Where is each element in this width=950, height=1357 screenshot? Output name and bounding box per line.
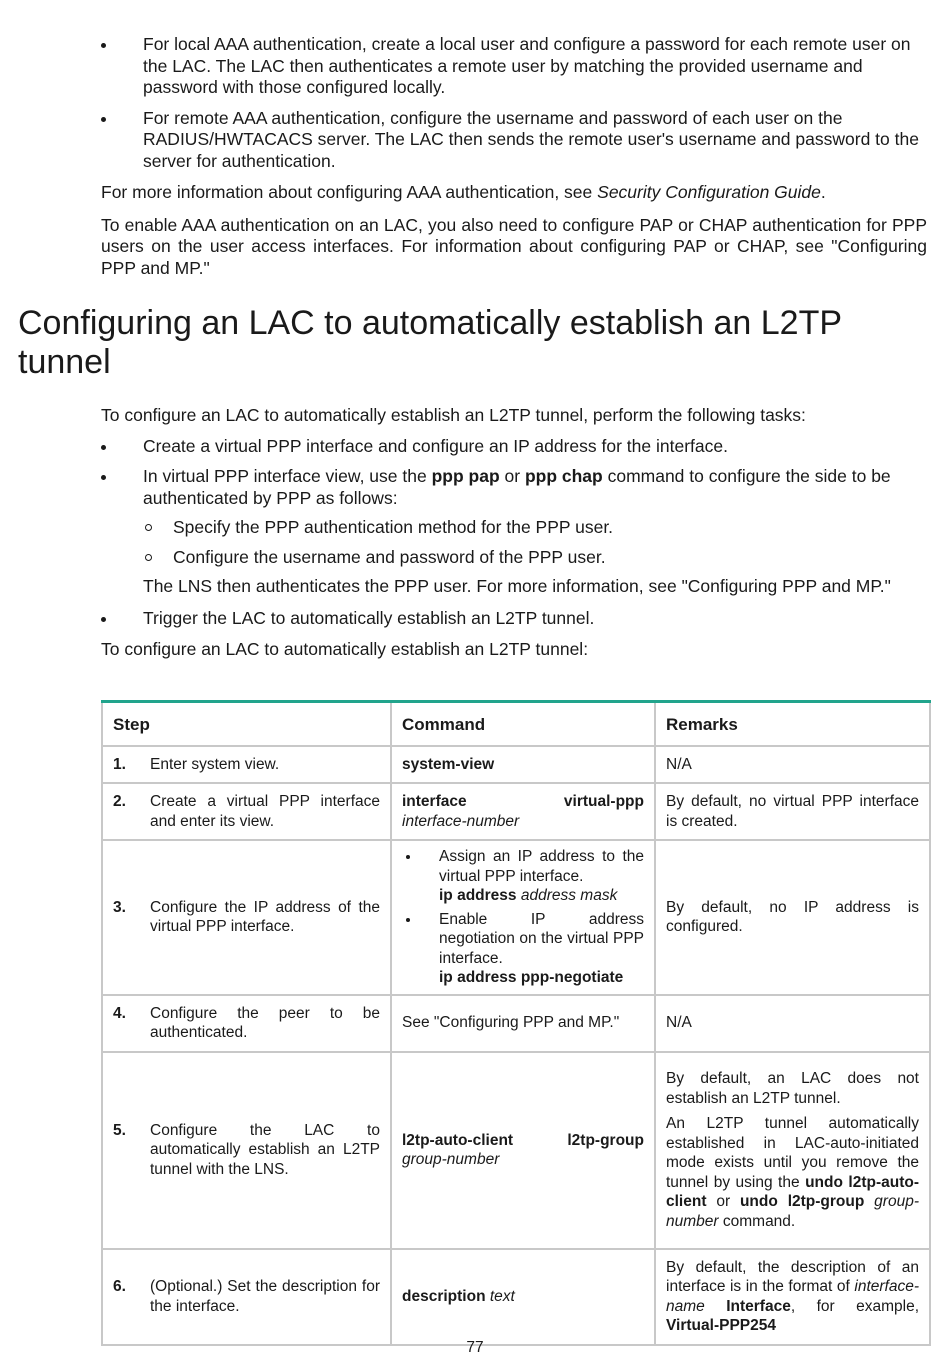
bullet-icon xyxy=(406,918,410,922)
sub-list-item xyxy=(143,517,927,539)
remarks-text xyxy=(666,1114,919,1231)
command-cell xyxy=(391,1052,655,1249)
task-text: command to configure the side to be authenticated by PPP as follows: xyxy=(143,466,891,508)
sub-item-text: Configure the username and password of the PPP user. xyxy=(173,546,606,567)
sub-item-text: Specify the PPP authentication method for the PPP user. xyxy=(173,517,614,537)
command-cell xyxy=(391,783,655,840)
command-option xyxy=(402,847,644,906)
command-keyword: ppp chap xyxy=(524,466,603,486)
step-cell xyxy=(102,1052,391,1249)
tasks-block xyxy=(101,405,927,661)
bullet-icon xyxy=(101,43,106,48)
list-item xyxy=(101,436,927,458)
command-cell xyxy=(391,746,655,784)
step-description: Enter system view. xyxy=(150,755,280,773)
remarks-span: command. xyxy=(718,1212,796,1230)
command-cell xyxy=(391,840,655,995)
header-remarks: Remarks xyxy=(655,702,930,746)
intro-block xyxy=(101,34,927,279)
step-cell xyxy=(102,840,391,995)
task-text: Trigger the LAC to automatically establish an L2TP tunnel. xyxy=(143,607,595,628)
step-cell xyxy=(102,783,391,840)
remarks-cell: N/A xyxy=(655,746,930,784)
section-heading: Configuring an LAC to automatically establish an L2TP tunnel xyxy=(18,304,842,381)
tasks-intro: To configure an LAC to automatically establish an L2TP tunnel, perform the following tasks: xyxy=(101,405,806,425)
remarks-cell: By default, no IP address is configured. xyxy=(655,840,930,995)
more-info-text: For more information about configuring AAA authentication, see xyxy=(101,182,598,202)
step-number: 5. xyxy=(113,1121,126,1139)
command-option xyxy=(402,910,644,988)
remarks-cell: By default, no virtual PPP interface is created. xyxy=(655,783,930,840)
sub-list-item xyxy=(143,547,927,569)
guide-title: Security Configuration Guide xyxy=(597,182,821,202)
step-number: 3. xyxy=(113,898,126,916)
option-text: Assign an IP address to the virtual PPP interface. xyxy=(439,848,644,885)
bullet-text: For remote AAA authentication, configure the username and password of each user on the RADIUS/HWTACACS server. The LAC then sends the remote user's username and password to the server for authentication. xyxy=(143,107,919,171)
table-row xyxy=(102,840,930,995)
step-number: 1. xyxy=(113,755,126,773)
remarks-span: An L2TP tunnel automatically established in LAC-auto-initiated mode exists until you remove the tunnel by using the xyxy=(666,1115,919,1191)
task-text: Create a virtual PPP interface and configure an IP address for the interface. xyxy=(143,435,728,456)
command-cell xyxy=(391,1249,655,1345)
task-text: In virtual PPP interface view, use the xyxy=(143,466,432,486)
step-description: Create a virtual PPP interface and enter its view. xyxy=(150,793,380,830)
command-argument: interface-number xyxy=(402,812,520,830)
command-argument: group-number xyxy=(666,1193,919,1230)
remarks-cell: N/A xyxy=(655,995,930,1052)
table-row xyxy=(102,746,930,784)
keyword: Interface xyxy=(726,1297,791,1315)
step-number: 6. xyxy=(113,1278,126,1295)
step-number: 4. xyxy=(113,1004,126,1022)
list-item xyxy=(101,466,927,598)
command: ip address xyxy=(439,887,517,904)
command: l2tp-auto-client l2tp-group xyxy=(402,1131,644,1149)
table-row xyxy=(102,1052,930,1249)
remarks-cell xyxy=(655,1249,930,1345)
bullet-icon xyxy=(101,475,106,480)
more-info-suffix: . xyxy=(820,182,826,202)
remarks-span: or xyxy=(706,1193,740,1210)
task-text: or xyxy=(499,466,525,486)
step-cell xyxy=(102,746,391,784)
command-argument: group-number xyxy=(402,1151,500,1168)
list-item xyxy=(101,108,927,173)
enable-aaa-paragraph: To enable AAA authentication on an LAC, you also need to configure PAP or CHAP authentication for PPP users on the user access interfaces. For information about configuring PAP or CHAP, see "Configuring PPP and MP." xyxy=(101,214,927,278)
command: undo l2tp-group xyxy=(739,1193,865,1210)
step-number: 2. xyxy=(113,793,126,810)
command-cell: See "Configuring PPP and MP." xyxy=(391,995,655,1052)
command-argument: text xyxy=(489,1287,515,1305)
list-item xyxy=(101,608,927,630)
command: description xyxy=(402,1287,486,1305)
step-description: Configure the IP address of the virtual PPP interface. xyxy=(150,898,380,936)
step-description: Configure the LAC to automatically establish an L2TP tunnel with the LNS. xyxy=(150,1121,380,1178)
table-row xyxy=(102,1249,930,1345)
remarks-cell xyxy=(655,1052,930,1249)
config-steps-table xyxy=(101,700,931,1346)
table-header-row xyxy=(102,702,930,746)
lns-note: The LNS then authenticates the PPP user. For more information, see "Configuring PPP and MP." xyxy=(143,576,891,596)
step-cell xyxy=(102,1249,391,1345)
bullet-icon xyxy=(101,445,106,450)
keyword: Virtual-PPP254 xyxy=(666,1317,776,1334)
command-argument: interface-name xyxy=(666,1278,919,1315)
command-keyword: ppp pap xyxy=(431,466,500,486)
remarks-span: , for example, xyxy=(790,1297,919,1315)
list-item xyxy=(101,34,927,99)
header-command: Command xyxy=(391,702,655,746)
option-text: Enable IP address negotiation on the virtual PPP interface. xyxy=(439,910,644,967)
page-number: 77 xyxy=(466,1339,484,1356)
remarks-span: By default, the description of an interface is in the format of xyxy=(666,1258,919,1295)
command: undo l2tp-auto-client xyxy=(666,1173,919,1210)
circle-bullet-icon xyxy=(145,554,152,561)
command-argument: address mask xyxy=(520,887,618,904)
step-description: (Optional.) Set the description for the interface. xyxy=(150,1278,380,1315)
remarks-text: By default, an LAC does not establish an L2TP tunnel. xyxy=(666,1070,919,1107)
command: interface virtual-ppp xyxy=(402,793,644,810)
header-step: Step xyxy=(102,702,391,746)
table-row xyxy=(102,995,930,1052)
more-info-paragraph xyxy=(101,182,927,204)
step-description: Configure the peer to be authenticated. xyxy=(150,1004,380,1041)
procedure-intro: To configure an LAC to automatically establish an L2TP tunnel: xyxy=(101,639,589,659)
step-cell xyxy=(102,995,391,1052)
table-row xyxy=(102,783,930,840)
circle-bullet-icon xyxy=(145,524,152,531)
bullet-text: For local AAA authentication, create a local user and configure a password for each remote user on the LAC. The LAC then authenticates a remote user by matching the provided username and password with those configured locally. xyxy=(143,34,911,97)
bullet-icon xyxy=(406,855,410,859)
bullet-icon xyxy=(101,117,106,122)
command: ip address ppp-negotiate xyxy=(439,969,624,986)
bullet-icon xyxy=(101,617,106,622)
remarks-text xyxy=(666,1258,919,1336)
command: system-view xyxy=(402,755,495,773)
